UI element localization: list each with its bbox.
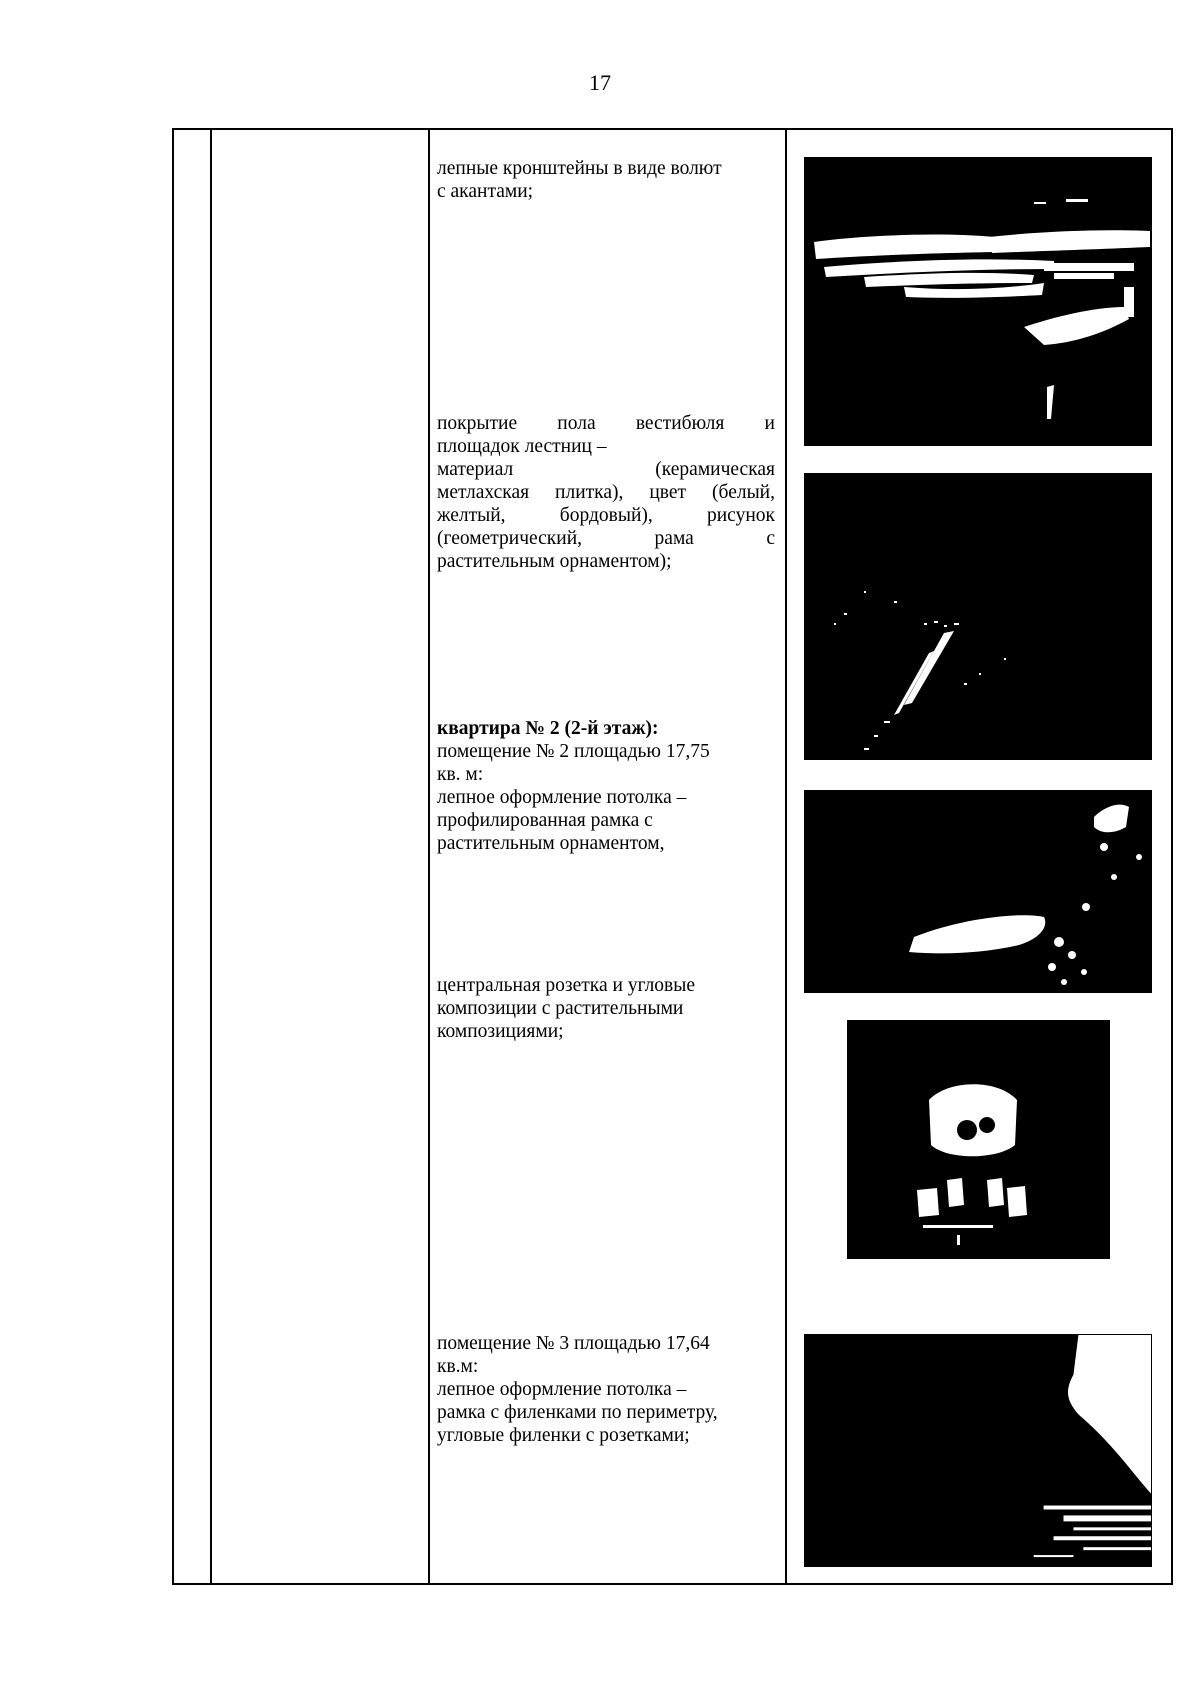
entry-line: помещение № 2 площадью 17,75: [437, 741, 710, 762]
entry-rosette: [437, 974, 775, 1043]
column-divider-2: [428, 130, 430, 1583]
entry-line: с акантами;: [437, 181, 534, 202]
photo-room-3-ceiling: [804, 1334, 1152, 1567]
entry-line: желтый, бордовый), рисунок: [437, 505, 775, 526]
entry-line: материал (керамическая: [437, 459, 775, 480]
entry-apartment-2: [437, 717, 775, 855]
entry-line: кв.м:: [437, 1356, 479, 1377]
photo-floor: [804, 473, 1152, 760]
entry-line: угловые филенки с розетками;: [437, 1425, 690, 1446]
photo-brackets: [804, 157, 1152, 446]
entry-line: лепные кронштейны в виде волют: [437, 158, 722, 179]
entry-line: лепное оформление потолка –: [437, 1379, 687, 1400]
entry-line: метлахская плитка), цвет (белый,: [437, 482, 775, 503]
entry-line: лепное оформление потолка –: [437, 787, 687, 808]
apartment-heading: квартира № 2 (2-й этаж):: [437, 718, 659, 739]
column-divider-3: [785, 130, 787, 1583]
entry-line: центральная розетка и угловые: [437, 975, 696, 996]
column-divider-1: [210, 130, 212, 1583]
page-number: 17: [589, 70, 611, 95]
entry-line: помещение № 3 площадью 17,64: [437, 1333, 710, 1354]
entry-line: растительным орнаментом,: [437, 833, 665, 854]
photo-ceiling-frame: [804, 787, 1152, 993]
entry-line: композиции с растительными: [437, 998, 684, 1019]
entry-line: площадок лестниц –: [437, 436, 607, 457]
entry-line: (геометрический, рама с: [437, 528, 775, 549]
entry-brackets: [437, 157, 775, 203]
entry-line: покрытие пола вестибюля и: [437, 413, 775, 434]
photo-rosette: [847, 1020, 1110, 1259]
entry-line: растительным орнаментом);: [437, 551, 672, 572]
entry-line: композициями;: [437, 1021, 564, 1042]
entry-line: кв. м:: [437, 764, 484, 785]
entry-line: профилированная рамка с: [437, 810, 653, 831]
entry-line: рамка с филенками по периметру,: [437, 1402, 718, 1423]
entry-room-3: [437, 1332, 775, 1447]
entry-floor: [437, 412, 775, 573]
